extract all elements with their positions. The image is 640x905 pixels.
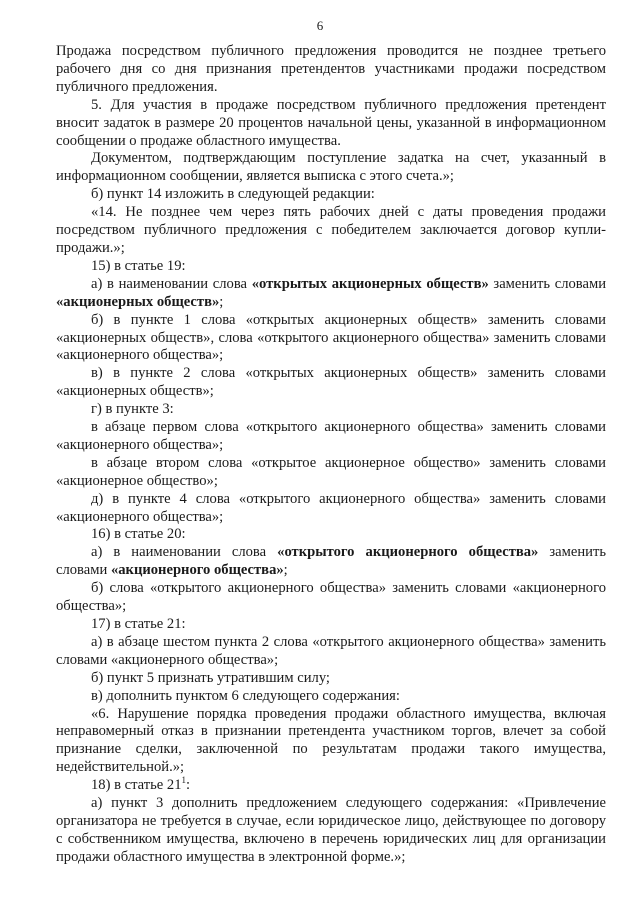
superscript: 1 <box>181 775 187 786</box>
text-run: ; <box>283 562 288 579</box>
paragraph: д) в пункте 4 слова «открытого акционерного общества» заменить словами «акционерного общества»; <box>56 490 606 525</box>
text-run: : <box>186 777 191 794</box>
text-run: заменить словами <box>56 544 606 579</box>
bold-phrase: «открытого акционерного общества» <box>277 544 539 561</box>
paragraph: а) пункт 3 дополнить предложением следующего содержания: «Привлечение организатора не требуется в случае, если юридическое лицо, действующее по договору с собственником имущества, включено в перечень юридических лиц для организации продажи областного имущества в электронной форме.»; <box>56 795 606 865</box>
bold-phrase: «акционерного общества» <box>110 562 284 579</box>
paragraph <box>56 777 606 795</box>
paragraph: «14. Не позднее чем через пять рабочих дней с даты проведения продажи посредством публичного предложения с победителем заключается договор купли-продажи.»; <box>56 204 606 256</box>
text-run: заменить словами <box>488 275 606 292</box>
document-body <box>56 43 606 867</box>
paragraph: б) пункт 14 изложить в следующей редакции: <box>91 186 375 203</box>
paragraph: 16) в статье 20: <box>91 526 186 543</box>
paragraph <box>56 276 606 312</box>
paragraph: в абзаце втором слова «открытое акционерное общество» заменить словами «акционерное общество»; <box>56 454 606 489</box>
paragraph: «6. Нарушение порядка проведения продажи областного имущества, включая неправомерный отказ в признании претендента участником торгов, влечет за собой признание сделки, заключенной по результатам продажи такого имущества, недействительной.»; <box>56 705 606 776</box>
paragraph: 15) в статье 19: <box>91 257 186 274</box>
paragraph: в) дополнить пунктом 6 следующего содержания: <box>91 687 400 704</box>
bold-phrase: «открытых акционерных обществ» <box>251 275 489 292</box>
paragraph: б) пункт 5 признать утратившим силу; <box>91 669 330 686</box>
text-run: а) в наименовании слова <box>91 544 278 561</box>
paragraph: Продажа посредством публичного предложения проводится не позднее третьего рабочего дня со дня признания претендентов участниками продажи посредством публичного предложения. <box>56 43 606 95</box>
text-run: а) в наименовании слова <box>91 275 252 292</box>
paragraph <box>56 544 606 580</box>
paragraph: в) в пункте 2 слова «открытых акционерных обществ» заменить словами «акционерных обществ»; <box>56 365 606 400</box>
text-run: 18) в статье 21 <box>91 777 182 794</box>
paragraph: Документом, подтверждающим поступление задатка на счет, указанный в информационном сообщении, является выписка с этого счета.»; <box>56 150 606 185</box>
paragraph: б) слова «открытого акционерного общества» заменить словами «акционерного общества»; <box>56 580 606 615</box>
paragraph: 17) в статье 21: <box>91 616 186 632</box>
paragraph: а) в абзаце шестом пункта 2 слова «открытого акционерного общества» заменить словами «акционерного общества»; <box>56 633 606 668</box>
bold-phrase: «акционерных обществ» <box>56 293 220 310</box>
paragraph: б) в пункте 1 слова «открытых акционерных обществ» заменить словами «акционерных обществ», слова «открытого акционерного общества» заменить словами «акционерного общества»; <box>56 311 606 364</box>
paragraph: в абзаце первом слова «открытого акционерного общества» заменить словами «акционерного общества»; <box>56 419 606 453</box>
text-run: ; <box>219 293 224 310</box>
page-number: 6 <box>316 18 324 33</box>
paragraph: 5. Для участия в продаже посредством публичного предложения претендент вносит задаток в размере 20 процентов начальной цены, указанной в информационном сообщении о продаже областного имущества. <box>56 96 606 149</box>
paragraph: г) в пункте 3: <box>91 401 174 418</box>
